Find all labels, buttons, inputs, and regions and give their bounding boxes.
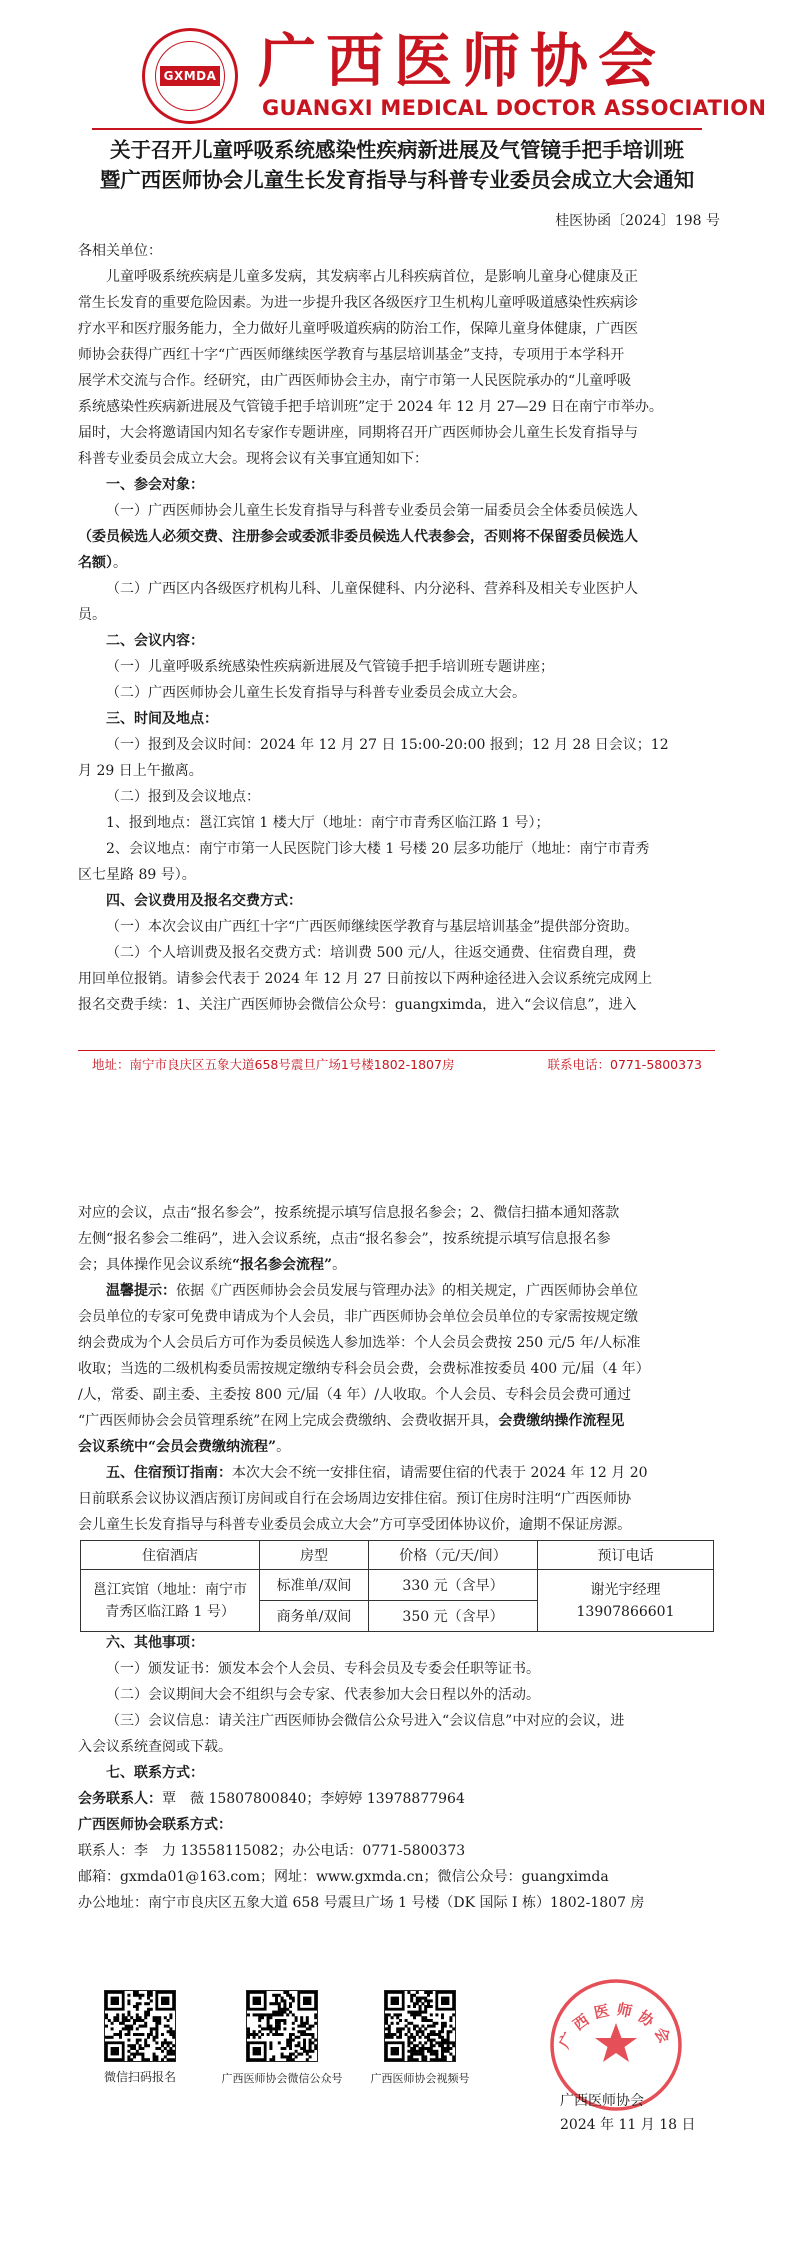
qr-video-account[interactable] bbox=[384, 1990, 456, 2062]
intro-line: 儿童呼吸系统疾病是儿童多发病，其发病率占儿科疾病首位，是影响儿童身心健康及正 bbox=[78, 269, 638, 285]
org-name-cn: 广西医师协会 bbox=[258, 27, 667, 95]
section3-place-heading: （二）报到及会议地点： bbox=[106, 789, 260, 805]
section6-item3-cont: 入会议系统查阅或下载。 bbox=[78, 1739, 232, 1755]
signature-org: 广西医师协会 bbox=[560, 2093, 644, 2109]
intro-line: 科普专业委员会成立大会。现将会议有关事宜通知如下： bbox=[78, 451, 428, 467]
assoc-contact-line: 联系人：李 力 13558115082；办公电话：0771-5800373 bbox=[78, 1843, 466, 1859]
section4-item2-cont: 报名交费手续：1、关注广西医师协会微信公众号：guangximda，进入“会议信息”，进入 bbox=[78, 997, 637, 1013]
section1-item2-cont: 员。 bbox=[78, 607, 106, 623]
qr-wechat-account[interactable] bbox=[246, 1990, 318, 2062]
room-type: 商务单/双间 bbox=[260, 1601, 369, 1632]
page1-body bbox=[78, 238, 715, 1018]
section3-place1: 1、报到地点：邕江宾馆 1 楼大厅（地址：南宁市青秀区临江路 1 号）； bbox=[106, 815, 550, 831]
salutation: 各相关单位： bbox=[78, 243, 162, 259]
document-title-line1: 关于召开儿童呼吸系统感染性疾病新进展及气管镜手把手培训班 bbox=[110, 138, 684, 162]
intro-line: 师协会获得广西红十字“广西医师继续医学教育与基层培训基金”支持，专项用于本学科开 bbox=[78, 347, 625, 363]
tip-text: 纳会费成为个人会员后方可作为委员候选人参加选举：个人会员会费按 250 元/5 年/人标准 bbox=[78, 1335, 641, 1351]
section4-item2: （二）个人培训费及报名交费方式：培训费 500 元/人，往返交通费、住宿费自理，费 bbox=[106, 945, 637, 961]
logo-inner-ring bbox=[155, 41, 225, 111]
booking-contact-name: 谢光宇经理 bbox=[590, 1581, 661, 1598]
intro-line: 系统感染性疾病新进展及气管镜手把手培训班”定于 2024 年 12 月 27—29 日在南宁市举办。 bbox=[78, 399, 663, 415]
section3-time: （一）报到及会议时间：2024 年 12 月 27 日 15:00-20:00 报到；12 月 28 日会议；12 bbox=[106, 737, 669, 753]
hotel-name-cell bbox=[81, 1570, 260, 1632]
assoc-email-line: 邮箱：gxmda01@163.com；网址：www.gxmda.cn；微信公众号：guangximda bbox=[78, 1869, 609, 1885]
section1-item1-bold-end: 名额） bbox=[78, 555, 113, 571]
qr-caption: 广西医师协会微信公众号 bbox=[221, 2072, 343, 2085]
section4-item2-cont: 会；具体操作见会议系统 bbox=[78, 1257, 232, 1273]
tip-punct: 。 bbox=[276, 1439, 291, 1455]
hotel-table-header bbox=[81, 1541, 714, 1570]
hotel-name: 邕江宾馆（地址：南宁市 bbox=[93, 1581, 247, 1598]
document-title-line2: 暨广西医师协会儿童生长发育指导与科普专业委员会成立大会通知 bbox=[99, 168, 695, 192]
qr-code-icon[interactable] bbox=[384, 1990, 456, 2062]
col-phone: 预订电话 bbox=[538, 1541, 714, 1570]
header-divider bbox=[92, 128, 702, 130]
qr-caption: 微信扫码报名 bbox=[103, 2070, 176, 2084]
qr-code-icon[interactable] bbox=[246, 1990, 318, 2062]
section7-heading: 七、联系方式： bbox=[106, 1765, 204, 1781]
section1-heading: 一、参会对象： bbox=[106, 477, 204, 493]
col-price: 价格（元/天/间） bbox=[369, 1541, 538, 1570]
section1-item1-punct: 。 bbox=[113, 555, 127, 571]
section4-heading: 四、会议费用及报名交费方式： bbox=[106, 893, 302, 909]
footer-phone: 联系电话：0771-5800373 bbox=[547, 1057, 702, 1072]
section6-item3: （三）会议信息：请关注广西医师协会微信公众号进入“会议信息”中对应的会议，进 bbox=[106, 1713, 625, 1729]
section4-item1: （一）本次会议由广西红十字“广西医师继续医学教育与基层培训基金”提供部分资助。 bbox=[106, 919, 639, 935]
section6-item1: （一）颁发证书：颁发本会个人会员、专科会员及专委会任职等证书。 bbox=[106, 1661, 540, 1677]
section5-text: 会儿童生长发育指导与科普专业委员会成立大会”方可享受团体协议价，逾期不保证房源。 bbox=[78, 1517, 632, 1533]
section2-heading: 二、会议内容： bbox=[106, 633, 204, 649]
booking-contact-cell bbox=[538, 1570, 714, 1632]
tip-text: “广西医师协会会员管理系统”在网上完成会费缴纳、会费收据开具， bbox=[78, 1413, 499, 1429]
section4-item2-punct: 。 bbox=[332, 1257, 347, 1273]
section4-item2-cont: 对应的会议，点击“报名参会”，按系统提示填写信息报名参会；2、微信扫描本通知落款 bbox=[78, 1205, 620, 1221]
page1-footer bbox=[92, 1055, 702, 1073]
hotel-table bbox=[80, 1540, 714, 1632]
section6-heading: 六、其他事项： bbox=[106, 1635, 204, 1651]
section1-item1-bold: （委员候选人必须交费、注册参会或委派非委员候选人代表参会，否则将不保留委员候选人 bbox=[78, 529, 638, 545]
section5-text: 日前联系会议协议酒店预订房间或自行在会场周边安排住宿。预订住房时注明“广西医师协 bbox=[78, 1491, 632, 1507]
tip-text: 收取；当选的二级机构委员需按规定缴纳专科会员会费，会费标准按委员 400 元/届（4 年） bbox=[78, 1361, 650, 1377]
assoc-address-line: 办公地址：南宁市良庆区五象大道 658 号震旦广场 1 号楼（DK 国际 I 栋）1802-1807 房 bbox=[78, 1895, 645, 1911]
page1-footer-rule bbox=[78, 1050, 715, 1051]
page2-body-lower bbox=[78, 1630, 715, 1916]
room-type: 标准单/双间 bbox=[260, 1570, 369, 1601]
tip-text: 会员单位的专家可免费申请成为个人会员，非广西医师协会单位会员单位的专家需按规定缴 bbox=[78, 1309, 638, 1325]
seal-text: 广西医师协会 bbox=[555, 2000, 677, 2052]
tip-text: /人，常委、副主委、主委按 800 元/届（4 年）/人收取。个人会员、专科会员会费可通过 bbox=[78, 1387, 632, 1403]
intro-line: 展学术交流与合作。经研究，由广西医师协会主办，南宁市第一人民医院承办的“儿童呼吸 bbox=[78, 373, 632, 389]
section2-item2: （二）广西医师协会儿童生长发育指导与科普专业委员会成立大会。 bbox=[106, 685, 526, 701]
assoc-contact-heading: 广西医师协会联系方式： bbox=[78, 1817, 232, 1833]
section2-item1: （一）儿童呼吸系统感染性疾病新进展及气管镜手把手培训班专题讲座； bbox=[106, 659, 554, 675]
table-row bbox=[81, 1570, 714, 1601]
col-room-type: 房型 bbox=[260, 1541, 369, 1570]
section5-text: 本次大会不统一安排住宿，请需要住宿的代表于 2024 年 12 月 20 bbox=[232, 1465, 648, 1481]
booking-contact-phone: 13907866601 bbox=[576, 1603, 675, 1620]
intro-line: 常生长发育的重要危险因素。为进一步提升我区各级医疗卫生机构儿童呼吸道感染性疾病诊 bbox=[78, 295, 638, 311]
qr-registration[interactable] bbox=[104, 1990, 176, 2062]
section1-item1: （一）广西医师协会儿童生长发育指导与科普专业委员会第一届委员会全体委员候选人 bbox=[106, 503, 638, 519]
section5-heading: 五、住宿预订指南： bbox=[106, 1465, 232, 1481]
section1-item2: （二）广西区内各级医疗机构儿科、儿童保健科、内分泌科、营养科及相关专业医护人 bbox=[106, 581, 638, 597]
association-logo bbox=[142, 28, 238, 124]
logo-abbreviation: GXMDA bbox=[160, 66, 221, 86]
room-price: 350 元（含早） bbox=[369, 1601, 538, 1632]
intro-line: 届时，大会将邀请国内知名专家作专题讲座，同期将召开广西医师协会儿童生长发育指导与 bbox=[78, 425, 638, 441]
section3-place2-cont: 区七星路 89 号）。 bbox=[78, 867, 196, 883]
section4-item2-cont: 用回单位报销。请参会代表于 2024 年 12 月 27 日前按以下两种途径进入会议系统完成网上 bbox=[78, 971, 652, 987]
hotel-name-cont: 青秀区临江路 1 号） bbox=[105, 1603, 235, 1620]
org-name-en: GUANGXI MEDICAL DOCTOR ASSOCIATION bbox=[262, 96, 767, 120]
qr-code-icon[interactable] bbox=[104, 1990, 176, 2062]
meeting-contact-label: 会务联系人： bbox=[78, 1791, 162, 1807]
fee-flow-ref: 会议系统中“会员会费缴纳流程” bbox=[78, 1439, 277, 1455]
tip-text: 依据《广西医师协会会员发展与管理办法》的相关规定，广西医师协会单位 bbox=[176, 1283, 638, 1299]
intro-line: 疗水平和医疗服务能力，全力做好儿童呼吸道疾病的防治工作，保障儿童身体健康，广西医 bbox=[78, 321, 638, 337]
section3-heading: 三、时间及地点： bbox=[106, 711, 218, 727]
meeting-contacts: 覃 薇 15807800840；李婷婷 13978877964 bbox=[162, 1791, 465, 1807]
col-hotel: 住宿酒店 bbox=[81, 1541, 260, 1570]
registration-flow-ref: “报名参会流程” bbox=[232, 1257, 333, 1273]
room-price: 330 元（含早） bbox=[369, 1570, 538, 1601]
section3-time-cont: 月 29 日上午撤离。 bbox=[78, 763, 203, 779]
document-number: 桂医协函〔2024〕198 号 bbox=[555, 213, 720, 229]
tip-label: 温馨提示： bbox=[106, 1283, 176, 1299]
fee-flow-ref: 会费缴纳操作流程见 bbox=[498, 1413, 625, 1429]
section3-place2: 2、会议地点：南宁市第一人民医院门诊大楼 1 号楼 20 层多功能厅（地址：南宁市青秀 bbox=[106, 841, 650, 857]
page2-body bbox=[78, 1200, 715, 1538]
signature-date: 2024 年 11 月 18 日 bbox=[560, 2117, 696, 2133]
footer-address: 地址：南宁市良庆区五象大道658号震旦广场1号楼1802-1807房 bbox=[92, 1057, 455, 1072]
section4-item2-cont: 左侧“报名参会二维码”，进入会议系统，点击“报名参会”，按系统提示填写信息报名参 bbox=[78, 1231, 611, 1247]
section6-item2: （二）会议期间大会不组织与会专家、代表参加大会日程以外的活动。 bbox=[106, 1687, 540, 1703]
qr-caption: 广西医师协会视频号 bbox=[370, 2072, 470, 2085]
